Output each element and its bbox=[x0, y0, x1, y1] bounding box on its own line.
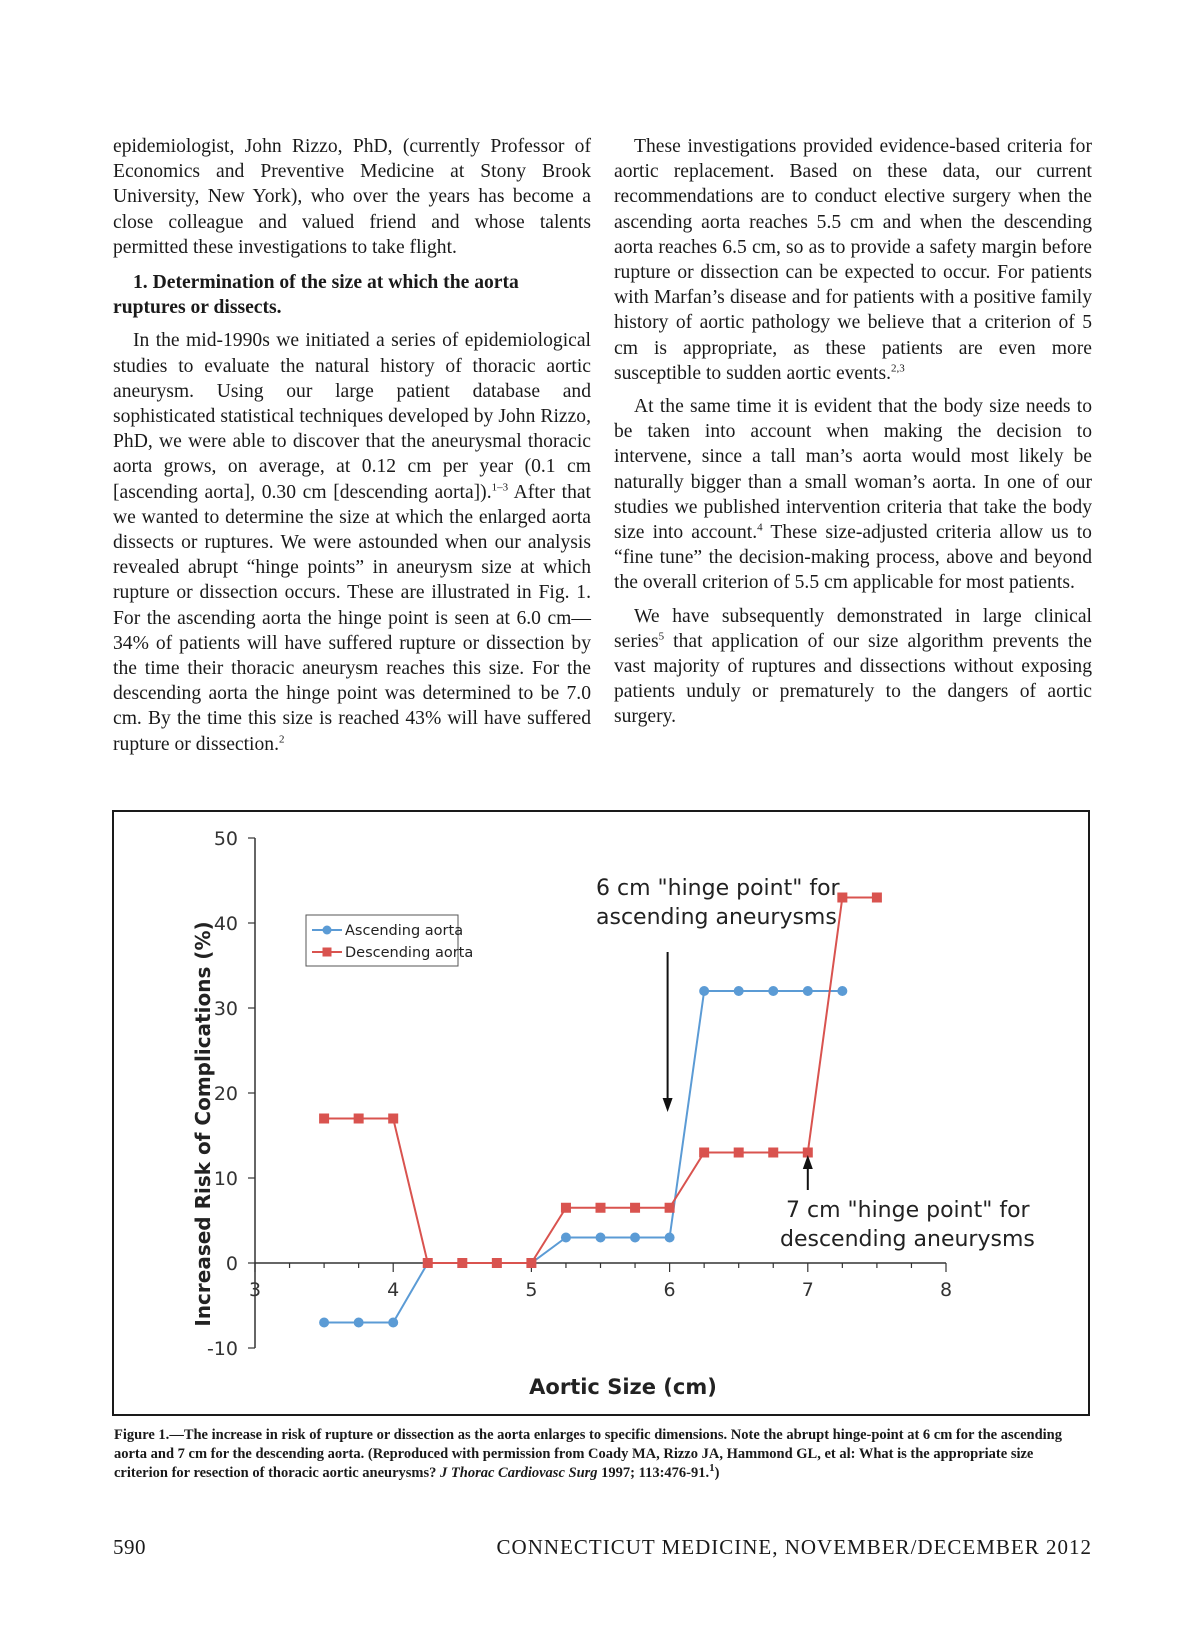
legend-label-descending: Descending aorta bbox=[345, 945, 474, 961]
descending-point bbox=[354, 1114, 364, 1124]
figure-1 bbox=[112, 810, 1090, 1416]
ascending-point bbox=[388, 1318, 398, 1328]
ascending-point bbox=[354, 1318, 364, 1328]
figure-label: Figure 1. bbox=[114, 1427, 170, 1443]
ascending-point bbox=[596, 1233, 606, 1243]
x-tick-label: 7 bbox=[801, 1279, 814, 1301]
reference-marker: 5 bbox=[658, 630, 665, 643]
y-tick-label: 20 bbox=[213, 1083, 238, 1105]
descending-point bbox=[492, 1258, 502, 1268]
reference-marker: 1 bbox=[709, 1462, 715, 1475]
descending-hinge-label-line1: 7 cm "hinge point" for bbox=[786, 1198, 1030, 1223]
ascending-point bbox=[768, 986, 778, 996]
body-size-paragraph: At the same time it is evident that the body size needs to be taken into account when making the decision to intervene, since a tall man’s aorta would most likely be naturally bigger than a small woman’s aorta. In one of our studies we published intervention criteria that take the body size into account.$^4$ These size-adjusted criteria allow us to “fine tune” the decision-making process, above and beyond the overall criterion of 5.5 cm applicable for most patients. bbox=[614, 396, 1092, 594]
x-tick-label: 4 bbox=[387, 1279, 400, 1301]
descending-point bbox=[423, 1258, 433, 1268]
risk-chart bbox=[114, 812, 1088, 1414]
x-tick-label: 8 bbox=[939, 1279, 953, 1301]
clinical-series-paragraph: We have subsequently demonstrated in large clinical series$^5$ that application of our size algorithm prevents the vast majority of ruptures and dissections without exposing patients unduly or prematurely to the dangers of aortic surgery. bbox=[614, 605, 1092, 728]
descending-point bbox=[630, 1203, 640, 1213]
intro-paragraph: epidemiologist, John Rizzo, PhD, (currently Professor of Economics and Preventive Medicine at Stony Brook University, New York), who over the years has become a close colleague and valued friend and whose talents permitted these investigations to take flight. bbox=[113, 136, 591, 258]
ascending-hinge-label-line1: 6 cm "hinge point" for bbox=[596, 876, 840, 901]
y-tick-label: 10 bbox=[213, 1168, 238, 1190]
y-tick-label: -10 bbox=[206, 1338, 238, 1360]
right-column bbox=[614, 134, 1092, 730]
descending-point bbox=[734, 1148, 744, 1158]
y-tick-label: 30 bbox=[213, 998, 238, 1020]
descending-point bbox=[596, 1203, 606, 1213]
ascending-point bbox=[319, 1318, 329, 1328]
ascending-point bbox=[837, 986, 847, 996]
x-axis-title: Aortic Size (cm) bbox=[529, 1375, 717, 1399]
descending-point bbox=[319, 1114, 329, 1124]
figure-caption: Figure 1.—The increase in risk of rupture or dissection as the aorta enlarges to specific dimensions. Note the abrupt hinge-point at 6 cm for the ascending aorta and 7 cm for the descending aorta. (Reproduced with permission from Coady MA, Rizzo JA, Hammond GL, et al: What is the appropriate size criterion for resection of thoracic aortic aneurysms? J Thorac Cardiovasc Surg 1997; 113:476-91.$^1$) bbox=[114, 1427, 1062, 1481]
descending-point bbox=[699, 1148, 709, 1158]
section-heading: 1. Determination of the size at which the aorta ruptures or dissects. bbox=[113, 272, 519, 319]
descending-hinge-label-line2: descending aneurysms bbox=[780, 1227, 1035, 1252]
journal-footer: CONNECTICUT MEDICINE, NOVEMBER/DECEMBER 2012 bbox=[496, 1535, 1092, 1559]
chart-legend bbox=[306, 915, 473, 966]
journal-citation: J Thorac Cardiovasc Surg bbox=[440, 1465, 598, 1481]
legend-label-ascending: Ascending aorta bbox=[345, 923, 464, 939]
descending-point bbox=[526, 1258, 536, 1268]
x-tick-label: 3 bbox=[248, 1279, 262, 1301]
reference-marker: 2,3 bbox=[890, 362, 905, 375]
y-tick-label: 50 bbox=[213, 828, 238, 850]
y-tick-label: 40 bbox=[213, 913, 238, 935]
x-tick-label: 6 bbox=[663, 1279, 676, 1301]
descending-point bbox=[768, 1148, 778, 1158]
hinge-point-paragraph: In the mid-1990s we initiated a series of epidemiological studies to evaluate the natural history of thoracic aortic aneurysm. Using our large patient database and sophisticated statistical techniques developed by John Rizzo, PhD, we were able to discover that the aneurysmal thoracic aorta grows, on average, at 0.12 cm per year (0.1 cm [ascending aorta], 0.30 cm [descending aorta]).$^{1-3}$ After that we wanted to determine the size at which the enlarged aorta dissects or ruptures. We were astounded when our analysis revealed abrupt “hinge points” in aneurysm size at which rupture or dissection occurs. These are illustrated in Fig. 1. For the ascending aorta the hinge point is seen at 6.0 cm—34% of patients will have suffered rupture or dissection by the time their thoracic aneurysm reaches this size. For the descending aorta the hinge point was determined to be 7.0 cm. By the time this size is reached 43% will have suffered rupture or dissection.$^2$ bbox=[113, 330, 592, 755]
reference-marker: 1–3 bbox=[491, 481, 509, 494]
reference-marker: 2 bbox=[278, 733, 285, 746]
criteria-paragraph: These investigations provided evidence-based criteria for aortic replacement. Based on these data, our current recommendations are to conduct elective surgery when the ascending aorta reaches 5.5 cm and when the descending aorta reaches 6.5 cm, so as to provide a safety margin before rupture or dissection can be expected to occur. For patients with Marfan’s disease and for patients with a positive family history of aortic pathology we believe that a criterion of 5 cm is appropriate, as these patients are even more susceptible to sudden aortic events.$^{2,3}$ bbox=[614, 136, 1092, 384]
page-number: 590 bbox=[113, 1535, 146, 1559]
descending-point bbox=[872, 893, 882, 903]
descending-point bbox=[388, 1114, 398, 1124]
descending-point bbox=[561, 1203, 571, 1213]
ascending-point bbox=[630, 1233, 640, 1243]
ascending-point bbox=[699, 986, 709, 996]
descending-point bbox=[665, 1203, 675, 1213]
ascending-point bbox=[803, 986, 813, 996]
reference-marker: 4 bbox=[757, 521, 763, 534]
legend-marker-ascending bbox=[323, 926, 332, 935]
ascending-point bbox=[734, 986, 744, 996]
y-axis-title: Increased Risk of Complications (%) bbox=[191, 921, 215, 1327]
ascending-hinge-label-line2: ascending aneurysms bbox=[596, 905, 837, 930]
ascending-point bbox=[561, 1233, 571, 1243]
y-tick-label: 0 bbox=[225, 1253, 238, 1275]
legend-marker-descending bbox=[323, 948, 332, 957]
x-tick-label: 5 bbox=[525, 1279, 538, 1301]
left-column bbox=[113, 134, 591, 757]
ascending-point bbox=[665, 1233, 675, 1243]
ascending-hinge-arrowhead bbox=[663, 1098, 673, 1112]
descending-point bbox=[457, 1258, 467, 1268]
